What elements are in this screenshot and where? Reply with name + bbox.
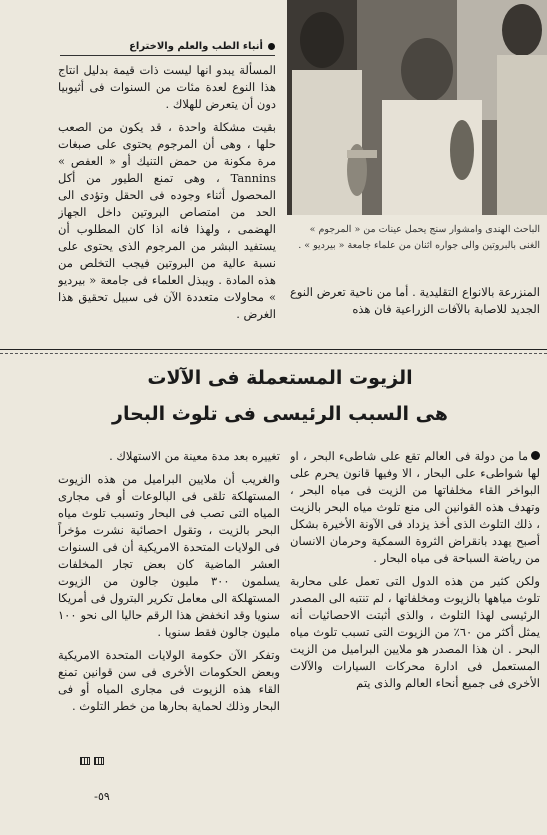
headline-line-2: هى السبب الرئيسى فى تلوث البحار — [112, 403, 448, 425]
paragraph: بقيت مشكلة واحدة ، قد يكون من الصعب حلها ، وهى أن المرجوم يحتوى على صبغات مرة مكونة من حمض التنيك أو « العفص » Tannins ، وهى تمنع الطيور من أكل المحصول أثناء وجوده فى الحقل وتؤدى الى الحد من امتصاص البروتين داخل الجهاز الهضمى ، ولهذا فانه اذا كان المطلوب أن يستفيد البشر من المرجوم الذى يحتوى على نسبة عالية من البروتين فيجب التخلص من هذه المادة . ويبذل العلماء فى جامعة « بيرديو » محاولات متعددة الآن فى سبيل تحقيق هذا الغرض . — [58, 120, 276, 321]
paragraph: وتفكر الآن حكومة الولايات المتحدة الامريكية وبعض الحكومات الأخرى فى سن قوانين تمنع القاء هذه الزيوت فى مجارى المياه أو فى البحار وذلك لحماية بحارها من خطر التلوث . — [58, 648, 280, 713]
article-column-top-left — [58, 62, 276, 340]
end-mark-icon — [80, 757, 90, 765]
section-header — [60, 38, 275, 56]
paragraph: تغييره بعد مدة معينة من الاستهلاك . — [109, 449, 280, 463]
photo-illustration — [287, 0, 547, 215]
photo-caption: الباحث الهندى وامشوار سنج يحمل عينات من « المرجوم » الغنى بالبروتين والى جواره اثنان من علماء جامعة « بيرديو » . — [298, 224, 540, 251]
article-continuation: المنزرعة بالانواع التقليدية . أما من ناحية تعرض النوع الجديد للاصابة بالآفات الزراعية فان هذه — [290, 285, 540, 316]
article-column-bottom-right — [290, 448, 540, 763]
article-headline — [100, 360, 460, 440]
article-column-bottom-left — [58, 448, 280, 754]
end-mark-icon — [94, 757, 104, 765]
paragraph: والغريب أن ملايين البراميل من هذه الزيوت المستهلكة تلقى فى البالوعات أو فى مجارى المياه التى تصب فى البحار وتسبب تلوث مياه البحر بالزيت ، وتقول احصائية نشرت مؤخراً فى الولايات المتحدة الامريكية أن فى السنوات العشر الماضية كان بعض تجار المخلفات يسلمون ٣٠٠ مليون جالون من الزيوت المستهلكة الى معامل تكرير البترول فى أمريكا سنويا وقد انخفض هذا الرقم حاليا الى نحو ١٠٠ مليون جالون فقط سنويا . — [58, 472, 280, 639]
paragraph: المسألة يبدو انها ليست ذات قيمة بدليل انتاج هذا النوع لعدة مئات من السنوات فى أثيوبيا دون أن يتعرض للهلاك . — [58, 63, 276, 111]
end-marks — [64, 757, 104, 767]
lead-bullet-icon — [531, 451, 540, 460]
paragraph: ما من دولة فى العالم تقع على شاطىء البحر ، او لها شواطىء على البحار ، الا وفيها قانون يحرم على البواخر القاء مخلفاتها من الزيت فى مياه البحر ، وتهدف هذه القوانين الى منع تلوث مياه البحر بالزيت ، ذلك التلوث الذى أخذ يزداد فى الآونة الأخيرة بشكل أصبح يهدد بانقراض الثروة السمكية وحرمان الانسان من رياضة السباحة فى مياه البحار . — [290, 449, 540, 565]
paragraph: ولكن كثير من هذه الدول التى تعمل على محاربة تلوث مياهها بالزيوت ومخلفاتها ، لم تنتبه الى المصدر الرئيسى لهذا التلوث ، والذى أثبتت الاحصائيات أنه يمثل أكثر من ٦٠٪ من الزيوت التى تسبب تلوث مياه البحر . ان هذا المصدر هو ملايين البراميل من الزيت المستعمل فى ادارة محركات السيارات والآلات الأخرى فى جميع أنحاء العالم والذى يتم — [290, 574, 540, 690]
headline-line-1: الزيوت المستعملة فى الآلات — [147, 367, 413, 389]
page-number: -٥٩ — [94, 790, 110, 803]
news-photo — [287, 0, 547, 215]
section-title: أنباء الطب والعلم والاختراع — [129, 41, 263, 52]
section-divider — [0, 349, 547, 354]
bullet-icon — [268, 43, 275, 50]
